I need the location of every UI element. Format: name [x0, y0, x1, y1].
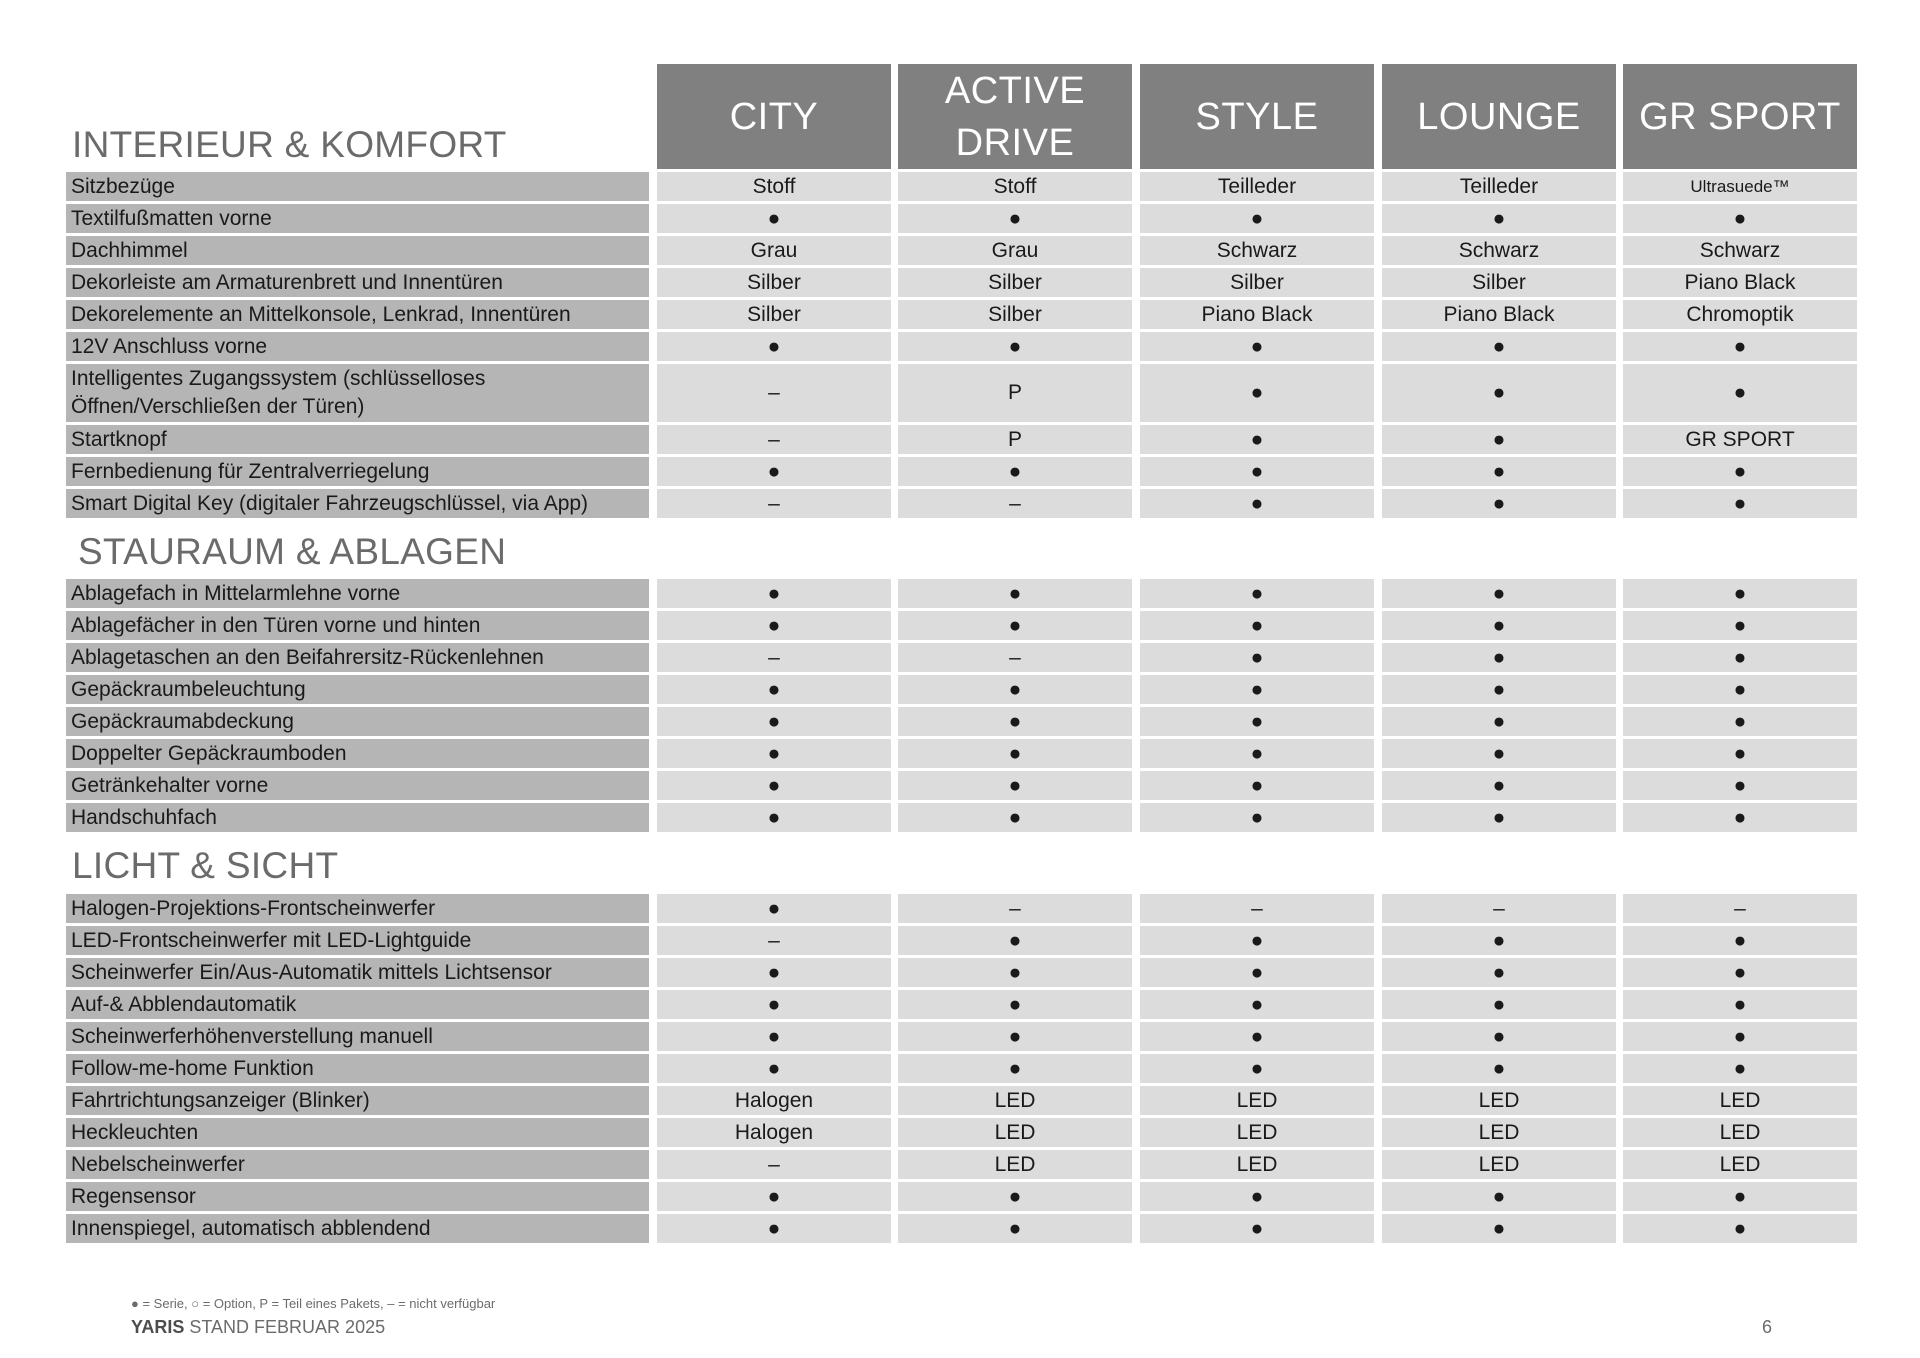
table-cell: ● — [1140, 675, 1374, 704]
section-title-stauraum: STAURAUM & ABLAGEN — [78, 531, 507, 572]
table-cell: ● — [1382, 204, 1616, 233]
table-cell: ● — [1382, 1214, 1616, 1243]
table-row — [0, 1054, 1920, 1086]
table-row — [0, 579, 1920, 611]
table-cell: ● — [1382, 1022, 1616, 1051]
table-cell: ● — [1382, 332, 1616, 361]
column-header-lounge — [1382, 64, 1616, 169]
column-header-active-drive — [898, 64, 1132, 169]
column-header-line1: ACTIVE — [944, 69, 1086, 112]
table-cell: Silber — [898, 268, 1132, 297]
footer-stand: STAND FEBRUAR 2025 — [189, 1317, 386, 1337]
footer-title — [131, 1317, 385, 1338]
table-row — [0, 1118, 1920, 1150]
row-label: Ablagefach in Mittelarmlehne vorne — [66, 579, 649, 608]
table-cell: ● — [657, 204, 891, 233]
table-cell: ● — [1140, 926, 1374, 955]
table-cell: LED — [1140, 1118, 1374, 1147]
table-cell: ● — [898, 1182, 1132, 1211]
table-cell: ● — [1623, 643, 1857, 672]
table-cell: ● — [657, 958, 891, 987]
table-cell: ● — [657, 1214, 891, 1243]
table-row — [0, 457, 1920, 489]
table-cell: ● — [898, 803, 1132, 832]
table-cell: ● — [1140, 364, 1374, 422]
table-row — [0, 958, 1920, 990]
row-label: Fahrtrichtungsanzeiger (Blinker) — [66, 1086, 649, 1115]
table-cell: Schwarz — [1623, 236, 1857, 265]
table-cell: ● — [1623, 611, 1857, 640]
table-cell: ● — [657, 990, 891, 1019]
table-cell: ● — [1382, 739, 1616, 768]
table-cell: – — [1140, 894, 1374, 923]
table-cell: Piano Black — [1140, 300, 1374, 329]
table-cell: ● — [898, 675, 1132, 704]
table-row — [0, 364, 1920, 425]
row-label: Scheinwerfer Ein/Aus-Automatik mittels Lichtsensor — [66, 958, 649, 987]
table-row — [0, 300, 1920, 332]
table-cell: P — [898, 425, 1132, 454]
table-cell: Halogen — [657, 1086, 891, 1115]
table-cell: Silber — [1140, 268, 1374, 297]
section-title-licht: LICHT & SICHT — [72, 845, 339, 886]
row-label: Gepäckraumbeleuchtung — [66, 675, 649, 704]
section-licht-rows — [0, 894, 1920, 1246]
table-cell: ● — [1382, 958, 1616, 987]
table-cell: Teilleder — [1382, 172, 1616, 201]
table-row — [0, 268, 1920, 300]
table-row — [0, 739, 1920, 771]
table-cell: ● — [898, 739, 1132, 768]
table-row — [0, 172, 1920, 204]
table-cell: ● — [898, 332, 1132, 361]
table-cell: LED — [1623, 1086, 1857, 1115]
table-cell: ● — [1382, 425, 1616, 454]
table-cell: ● — [1140, 425, 1374, 454]
row-label: Gepäckraumabdeckung — [66, 707, 649, 736]
row-label: Startknopf — [66, 425, 649, 454]
table-cell: ● — [1623, 1022, 1857, 1051]
table-cell: ● — [657, 803, 891, 832]
column-header-label: GR SPORT — [1639, 95, 1841, 138]
table-cell: – — [898, 489, 1132, 518]
table-cell: Schwarz — [1140, 236, 1374, 265]
table-cell: ● — [898, 1214, 1132, 1243]
table-cell: ● — [1140, 1214, 1374, 1243]
row-label: Innenspiegel, automatisch abblendend — [66, 1214, 649, 1243]
column-header-style — [1140, 64, 1374, 169]
row-label: Dachhimmel — [66, 236, 649, 265]
table-cell: ● — [1140, 803, 1374, 832]
table-cell: Chromoptik — [1623, 300, 1857, 329]
table-cell: Halogen — [657, 1118, 891, 1147]
table-cell: ● — [1623, 707, 1857, 736]
table-cell: ● — [1140, 332, 1374, 361]
table-cell: Piano Black — [1382, 300, 1616, 329]
table-cell: ● — [657, 579, 891, 608]
table-cell: Stoff — [657, 172, 891, 201]
table-cell: Grau — [898, 236, 1132, 265]
column-header-label: CITY — [729, 95, 819, 138]
table-cell: GR SPORT — [1623, 425, 1857, 454]
table-cell: ● — [1382, 990, 1616, 1019]
table-cell: ● — [1140, 707, 1374, 736]
table-cell: ● — [1382, 643, 1616, 672]
table-cell: ● — [1382, 707, 1616, 736]
table-cell: ● — [1382, 611, 1616, 640]
column-header-label — [945, 65, 1085, 169]
table-cell: – — [657, 489, 891, 518]
table-cell: LED — [1623, 1150, 1857, 1179]
table-cell: ● — [657, 611, 891, 640]
table-cell: ● — [1140, 958, 1374, 987]
table-cell: ● — [1140, 771, 1374, 800]
table-cell: ● — [1382, 1182, 1616, 1211]
table-cell: Teilleder — [1140, 172, 1374, 201]
table-cell: ● — [1623, 332, 1857, 361]
table-cell: ● — [898, 457, 1132, 486]
row-label: Follow-me-home Funktion — [66, 1054, 649, 1083]
table-cell: ● — [1382, 457, 1616, 486]
table-cell: Piano Black — [1623, 268, 1857, 297]
table-row — [0, 926, 1920, 958]
table-cell: ● — [1623, 204, 1857, 233]
table-cell: Ultrasuede™ — [1623, 172, 1857, 201]
table-cell: ● — [1382, 675, 1616, 704]
table-cell: ● — [1623, 803, 1857, 832]
table-cell: ● — [1623, 1214, 1857, 1243]
table-cell: LED — [1382, 1118, 1616, 1147]
table-cell: Stoff — [898, 172, 1132, 201]
table-cell: ● — [657, 707, 891, 736]
row-label: LED-Frontscheinwerfer mit LED-Lightguide — [66, 926, 649, 955]
table-cell: ● — [898, 611, 1132, 640]
table-cell: ● — [898, 926, 1132, 955]
table-cell: ● — [898, 579, 1132, 608]
table-cell: – — [657, 425, 891, 454]
table-cell: Silber — [657, 300, 891, 329]
table-cell: – — [657, 364, 891, 422]
table-cell: ● — [1140, 579, 1374, 608]
table-cell: – — [1382, 894, 1616, 923]
row-label: Dekorleiste am Armaturenbrett und Innentüren — [66, 268, 649, 297]
row-label: Dekorelemente an Mittelkonsole, Lenkrad, Innentüren — [66, 300, 649, 329]
table-cell: ● — [898, 990, 1132, 1019]
table-cell: ● — [1623, 771, 1857, 800]
table-cell: ● — [898, 1054, 1132, 1083]
table-cell: ● — [1140, 739, 1374, 768]
row-label: Fernbedienung für Zentralverriegelung — [66, 457, 649, 486]
table-cell: ● — [1140, 1182, 1374, 1211]
table-cell: ● — [1140, 489, 1374, 518]
table-row — [0, 643, 1920, 675]
table-row — [0, 803, 1920, 835]
table-cell: LED — [1140, 1086, 1374, 1115]
table-cell: LED — [1140, 1150, 1374, 1179]
table-cell: ● — [1382, 803, 1616, 832]
table-cell: ● — [1623, 1054, 1857, 1083]
row-label: Nebelscheinwerfer — [66, 1150, 649, 1179]
table-cell: ● — [657, 332, 891, 361]
row-label: Smart Digital Key (digitaler Fahrzeugschlüssel, via App) — [66, 489, 649, 518]
row-label: Doppelter Gepäckraumboden — [66, 739, 649, 768]
table-row — [0, 489, 1920, 521]
table-cell: ● — [1382, 364, 1616, 422]
table-cell: – — [657, 643, 891, 672]
table-cell: ● — [1623, 675, 1857, 704]
row-label: Sitzbezüge — [66, 172, 649, 201]
table-cell: LED — [898, 1118, 1132, 1147]
table-cell: Silber — [1382, 268, 1616, 297]
table-cell: Schwarz — [1382, 236, 1616, 265]
row-label: Ablagefächer in den Türen vorne und hinten — [66, 611, 649, 640]
table-cell: ● — [1382, 926, 1616, 955]
table-row — [0, 1182, 1920, 1214]
table-cell: ● — [1623, 926, 1857, 955]
column-header-label: STYLE — [1195, 95, 1319, 138]
table-cell: ● — [657, 1022, 891, 1051]
table-cell: ● — [898, 1022, 1132, 1051]
table-row — [0, 1150, 1920, 1182]
page-number: 6 — [1762, 1317, 1773, 1337]
row-label: Ablagetaschen an den Beifahrersitz-Rückenlehnen — [66, 643, 649, 672]
row-label: Regensensor — [66, 1182, 649, 1211]
table-cell: ● — [1623, 958, 1857, 987]
table-cell: ● — [1382, 489, 1616, 518]
table-cell: ● — [1623, 457, 1857, 486]
table-row — [0, 332, 1920, 364]
table-cell: LED — [1623, 1118, 1857, 1147]
table-cell: ● — [657, 739, 891, 768]
table-row — [0, 204, 1920, 236]
table-row — [0, 707, 1920, 739]
row-label: Getränkehalter vorne — [66, 771, 649, 800]
table-cell: ● — [1623, 364, 1857, 422]
table-cell: ● — [657, 1182, 891, 1211]
table-cell: ● — [1140, 204, 1374, 233]
row-label: 12V Anschluss vorne — [66, 332, 649, 361]
table-cell: ● — [657, 457, 891, 486]
table-cell: ● — [1140, 1022, 1374, 1051]
table-cell: ● — [898, 204, 1132, 233]
table-cell: ● — [657, 675, 891, 704]
table-cell: ● — [898, 958, 1132, 987]
table-row — [0, 425, 1920, 457]
table-cell: ● — [1382, 771, 1616, 800]
row-label: Handschuhfach — [66, 803, 649, 832]
table-cell: – — [657, 926, 891, 955]
table-cell: ● — [1623, 1182, 1857, 1211]
table-row — [0, 675, 1920, 707]
table-cell: – — [898, 894, 1132, 923]
section-title-interieur: INTERIEUR & KOMFORT — [72, 124, 507, 165]
column-header-line2: DRIVE — [955, 121, 1075, 164]
table-cell: Grau — [657, 236, 891, 265]
table-cell: ● — [1140, 990, 1374, 1019]
section-interieur-rows — [0, 172, 1920, 521]
table-cell: ● — [1623, 990, 1857, 1019]
table-cell: ● — [1140, 643, 1374, 672]
table-cell: ● — [657, 771, 891, 800]
table-cell: – — [1623, 894, 1857, 923]
table-cell: ● — [1623, 739, 1857, 768]
table-row — [0, 1214, 1920, 1246]
table-cell: LED — [898, 1150, 1132, 1179]
table-row — [0, 1022, 1920, 1054]
table-cell: ● — [1382, 1054, 1616, 1083]
row-label: Intelligentes Zugangssystem (schlüsselloses Öffnen/Verschließen der Türen) — [66, 364, 649, 422]
table-cell: – — [898, 643, 1132, 672]
table-cell: ● — [1623, 579, 1857, 608]
table-row — [0, 1086, 1920, 1118]
column-header-city — [657, 64, 891, 169]
row-label: Textilfußmatten vorne — [66, 204, 649, 233]
table-cell: ● — [1140, 457, 1374, 486]
column-header-label: LOUNGE — [1417, 95, 1581, 138]
table-row — [0, 611, 1920, 643]
table-cell: ● — [898, 771, 1132, 800]
table-cell: ● — [1140, 611, 1374, 640]
table-row — [0, 990, 1920, 1022]
row-label: Scheinwerferhöhenverstellung manuell — [66, 1022, 649, 1051]
table-cell: P — [898, 364, 1132, 422]
row-label: Halogen-Projektions-Frontscheinwerfer — [66, 894, 649, 923]
table-row — [0, 236, 1920, 268]
table-cell: LED — [1382, 1150, 1616, 1179]
footer-model: YARIS — [131, 1317, 185, 1337]
table-cell: Silber — [898, 300, 1132, 329]
table-cell: ● — [1382, 579, 1616, 608]
table-cell: LED — [1382, 1086, 1616, 1115]
table-row — [0, 894, 1920, 926]
table-cell: ● — [1140, 1054, 1374, 1083]
table-cell: – — [657, 1150, 891, 1179]
row-label: Auf-& Abblendautomatik — [66, 990, 649, 1019]
table-cell: Silber — [657, 268, 891, 297]
table-cell: ● — [1623, 489, 1857, 518]
row-label: Heckleuchten — [66, 1118, 649, 1147]
table-cell: ● — [898, 707, 1132, 736]
table-cell: LED — [898, 1086, 1132, 1115]
column-header-gr-sport — [1623, 64, 1857, 169]
table-cell: ● — [657, 894, 891, 923]
table-row — [0, 771, 1920, 803]
section-stauraum-rows — [0, 579, 1920, 835]
legend-text: ● = Serie, ○ = Option, P = Teil eines Pakets, – = nicht verfügbar — [131, 1296, 496, 1311]
table-cell: ● — [657, 1054, 891, 1083]
